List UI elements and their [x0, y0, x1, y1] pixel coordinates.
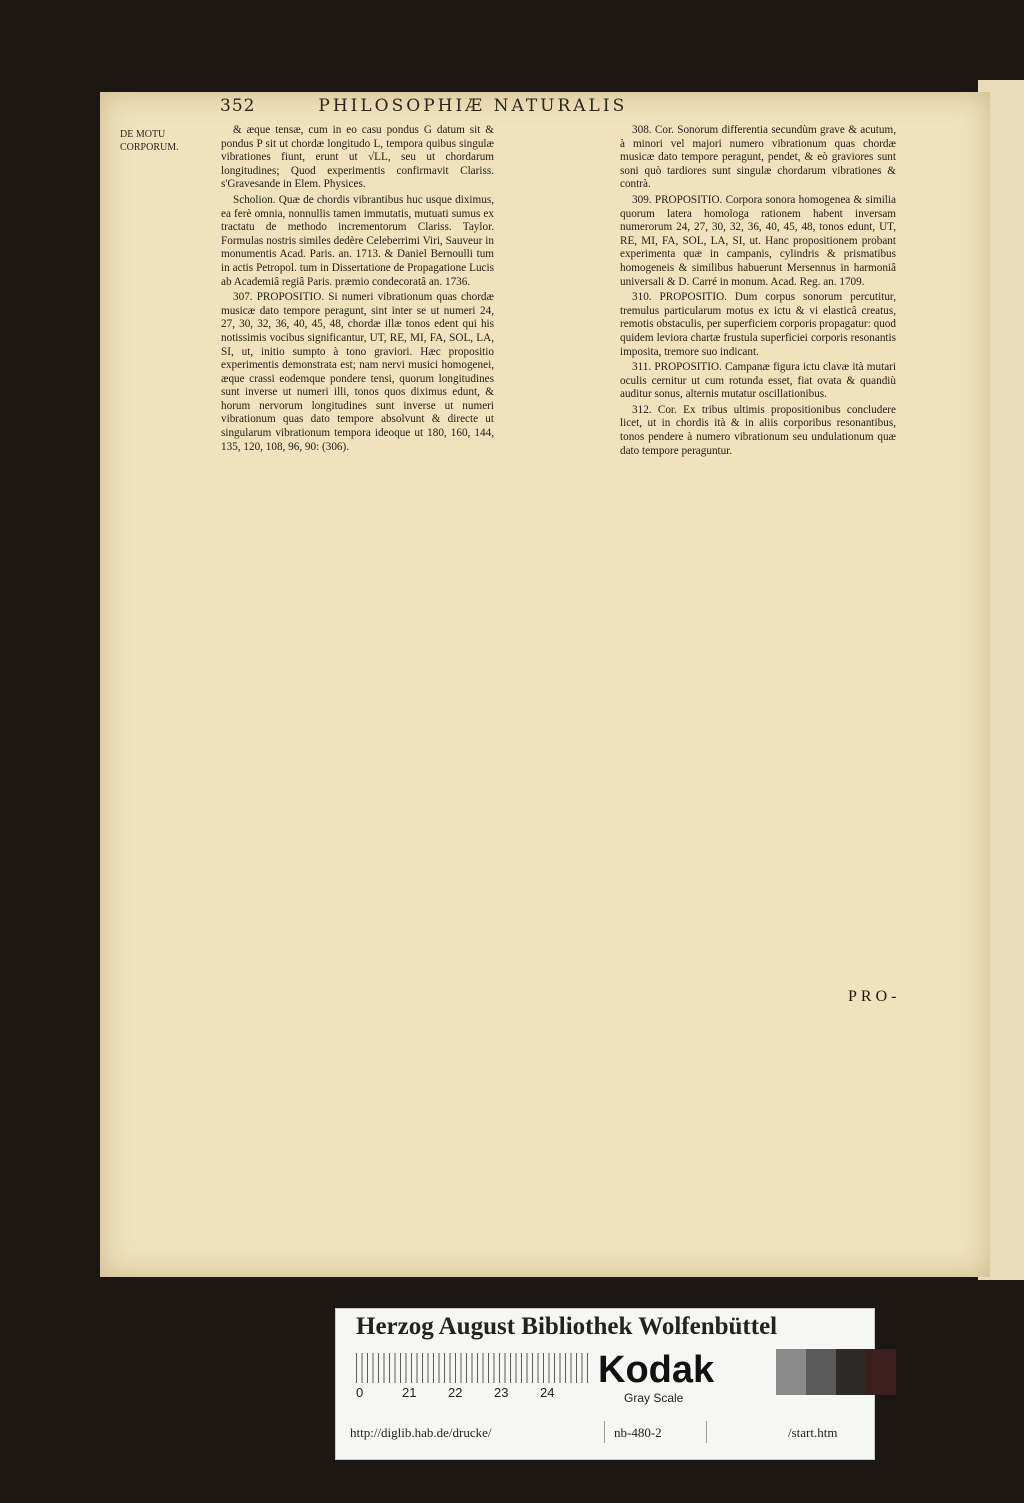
- paragraph: 307. PROPOSITIO. Si numeri vibrationum quas chordæ musicæ dato tempore peragunt, sint inter se ut numeri 24, 27, 30, 32, 36, 40, 45, 48, chordæ illæ tonos edent qui his notissimis vocibus significantur, UT, RE, MI, FA, SOL, LA, SI, ut, initio sumpto à tono graviori. Hæc propositio experimentis demonstrata est; nam nervi musici homogenei, æque crassi eodemque pondere tensi, quorum longitudines sunt inverse ut numeri illi, tonos quos diximus edunt, & horum nervorum longitudines sunt inverse ut numeri vibrationum quas dato tempore absolvunt & directe ut singularum vibrationum tempora ideoque ut 180, 160, 144, 135, 120, 108, 96, 90: (306).: [221, 291, 494, 453]
- scale-number: 0: [356, 1385, 364, 1400]
- running-header: [220, 96, 840, 116]
- paragraph: 310. PROPOSITIO. Dum corpus sonorum percutitur, tremulus particularum motus ex ictu & vi elasticâ creatus, remotis obstaculis, per superficiem corporis propagatur: quod quidem leviora chartæ frustula superficiei corporis resonantis imposita, tremore suo indicant.: [620, 291, 896, 358]
- url-mid: nb-480-2: [614, 1425, 662, 1440]
- divider: [706, 1421, 707, 1443]
- text-column-left: [221, 124, 494, 456]
- margin-note: DE MOTU CORPORUM.: [120, 129, 179, 153]
- scale-number: 21: [402, 1385, 417, 1400]
- swatch: [776, 1349, 806, 1395]
- swatch: [866, 1349, 896, 1395]
- kodak-logo: Kodak: [598, 1349, 715, 1391]
- paragraph: 308. Cor. Sonorum differentia secundùm grave & acutum, à minori vel majori numero vibrationum quas chordæ musicæ dato tempore peragunt, pendet, & eò graviores sunt soni quò tardiores sunt singulæ chordarum vibrationes & contrà.: [620, 124, 896, 191]
- paragraph: & æque tensæ, cum in eo casu pondus G datum sit & pondus P sit ut chordæ longitudo L, tempora quibus singulæ vibrationes fiunt, erunt ut √LL, seu ut chordarum longitudines; Quod experimentis confirmavit Clariss. s'Gravesande in Elem. Physices.: [221, 124, 494, 191]
- url-right: /start.htm: [788, 1425, 838, 1440]
- page-number: 352: [220, 96, 256, 116]
- catchword: PRO-: [848, 988, 901, 1005]
- divider: [604, 1421, 605, 1443]
- library-name: Herzog August Bibliothek Wolfenbüttel: [356, 1313, 778, 1340]
- scale-number: 24: [540, 1385, 555, 1400]
- scale-number: 23: [494, 1385, 509, 1400]
- color-target-card: [335, 1308, 875, 1460]
- swatch: [836, 1349, 866, 1395]
- scale-ruler: [356, 1353, 588, 1383]
- swatch: [806, 1349, 836, 1395]
- paragraph: Scholion. Quæ de chordis vibrantibus huc usque diximus, ea ferè omnia, nonnullis tamen immutatis, mutuati sumus ex tractatu de methodo incrementorum Clariss. Taylor. Formulas nostris similes dedère Celeberrimi Viri, Sauveur in monumentis Acad. Paris. an. 1713. & Daniel Bernoulli tum in actis Petropol. tum in Dissertatione de Propagatione Lucis ab Academiâ regiâ Paris. præmio condecoratâ an. 1736.: [221, 193, 494, 288]
- running-title: PHILOSOPHIÆ NATURALIS: [318, 96, 628, 116]
- url-left: http://diglib.hab.de/drucke/: [350, 1425, 492, 1440]
- gray-scale-label: Gray Scale: [624, 1391, 684, 1405]
- gray-swatches: [776, 1349, 896, 1395]
- paragraph: 312. Cor. Ex tribus ultimis propositionibus concludere licet, ut in chordis ità & in aliis corporibus resonantibus, tonos pendere à numero vibrationum seu undulationum quæ dato tempore peraguntur.: [620, 403, 896, 457]
- text-column-right: [620, 124, 896, 460]
- paragraph: 309. PROPOSITIO. Corpora sonora homogenea & similia quorum latera homologa rationem habent inversam numerorum 24, 27, 30, 32, 36, 40, 45, 48, tonos edunt, UT, RE, MI, FA, SOL, LA, SI, ut. Hanc propositionem probant experimenta quæ in campanis, cylindris & prismatibus homogeneis & similibus habuerunt Mersennus in harmoniâ universali & D. Carré in monum. Acad. Reg. an. 1709.: [620, 193, 896, 288]
- paragraph: 311. PROPOSITIO. Campanæ figura ictu clavæ ità mutari oculis cernitur ut cum rotunda esset, fiat ovata & quandiù auditur sonus, alternis mutatur oscillationibus.: [620, 361, 896, 401]
- scale-number: 22: [448, 1385, 463, 1400]
- scale-numbers: [356, 1385, 596, 1400]
